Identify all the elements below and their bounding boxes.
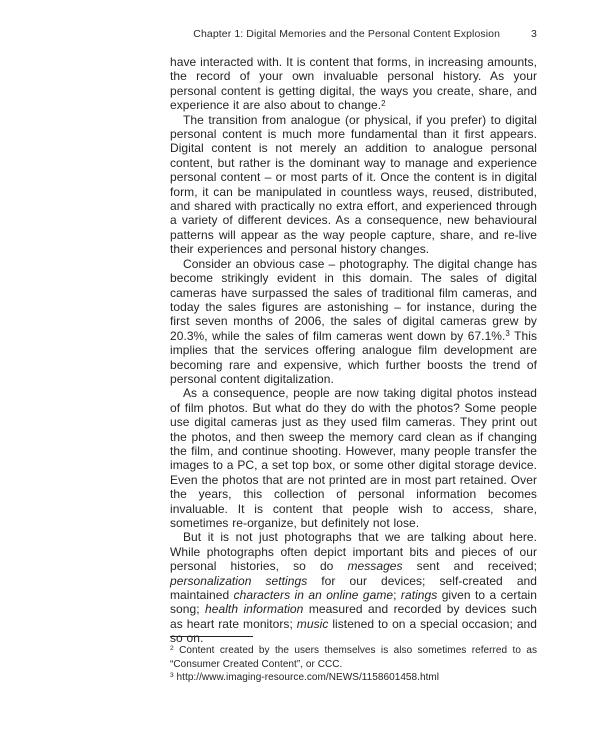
paragraph-4	[170, 386, 537, 530]
text-run: But it is not just photographs that we are talking about here. While photographs often depict important bits and pieces of our personal histories, so do	[170, 530, 537, 574]
text-run: for our devices; self-created and maintained	[170, 573, 537, 603]
footnote-1	[170, 644, 537, 671]
text-run: Content created by the users themselves is also sometimes referred to as “Consumer Created Content”, or CCC.	[170, 645, 537, 670]
text-run: given to a certain song;	[170, 588, 538, 617]
footnote-marker: 3	[505, 329, 510, 339]
paragraph-2	[170, 113, 537, 257]
running-head	[170, 28, 537, 40]
emphasis-text: characters in an online game	[233, 588, 394, 603]
footnote-marker: 2	[170, 645, 174, 653]
footnotes-list	[170, 644, 537, 685]
footnote-2	[170, 671, 537, 685]
paragraph-3	[170, 257, 537, 387]
footnote-rule	[170, 636, 253, 637]
footnote-area	[170, 636, 537, 685]
emphasis-text: personalization settings	[170, 573, 308, 588]
paragraph-5	[170, 530, 537, 645]
text-run: sent and received;	[402, 559, 538, 574]
body-paragraphs	[170, 55, 537, 646]
footnote-marker: 2	[381, 98, 386, 108]
text-run: The transition from analogue (or physical, if you prefer) to digital personal content is much more fundamental than it first appears. Digital content is not merely an addition to analogue personal content, but rather is the dominant way to manage and experience personal content – or most parts of it. Once the content is in digital form, it can be manipulated in countless ways, reused, distributed, and shared with practically no extra effort, and experienced through a variety of different devices. As a consequence, new behavioural patterns will appear as the way people capture, share, and re-live their experiences and personal history changes.	[170, 112, 537, 257]
running-head-title: Chapter 1: Digital Memories and the Personal Content Explosion	[193, 28, 501, 40]
emphasis-text: music	[296, 616, 329, 631]
page-number: 3	[531, 28, 537, 40]
emphasis-text: messages	[347, 559, 403, 574]
text-run: have interacted with. It is content that forms, in increasing amounts, the record of your own invaluable personal history. As your personal content is getting digital, the ways you create, share, and experience it are also about to change.	[170, 55, 537, 113]
paragraph-1	[170, 55, 537, 113]
text-run: Consider an obvious case – photography. The digital change has become strikingly evident in this domain. The sales of digital cameras have surpassed the sales of traditional film cameras, and today the sales figures are astonishing – for instance, during the first seven months of 2006, the sales of digital cameras grew by 20.3%, while the sales of film cameras went down by 67.1%.	[170, 256, 537, 343]
text-run: This implies that the services offering analogue film development are becoming rare and expensive, which further boosts the trend of personal content digitalization.	[170, 328, 537, 386]
footnote-marker: 3	[170, 672, 174, 680]
text-run: listened to on a special occasion; and so on.	[170, 616, 537, 646]
text-run: ;	[393, 588, 401, 603]
text-run: measured and recorded by devices such as heart rate monitors;	[170, 602, 538, 631]
emphasis-text: ratings	[400, 588, 438, 603]
text-run: http://www.imaging-resource.com/NEWS/1158601458.html	[173, 672, 440, 683]
text-run: As a consequence, people are now taking digital photos instead of film photos. But what do they do with the photos? Some people use digital cameras just as they used film cameras. They print out the photos, and then sweep the memory card clean as if changing the film, and continue shooting. However, many people transfer the images to a PC, a set top box, or some other digital storage device. Even the photos that are not printed are in most part retained. Over the years, this collection of personal information becomes invaluable. It is content that people wish to access, share, sometimes re-organize, but definitely not lose.	[170, 386, 537, 530]
emphasis-text: health information	[205, 602, 304, 617]
